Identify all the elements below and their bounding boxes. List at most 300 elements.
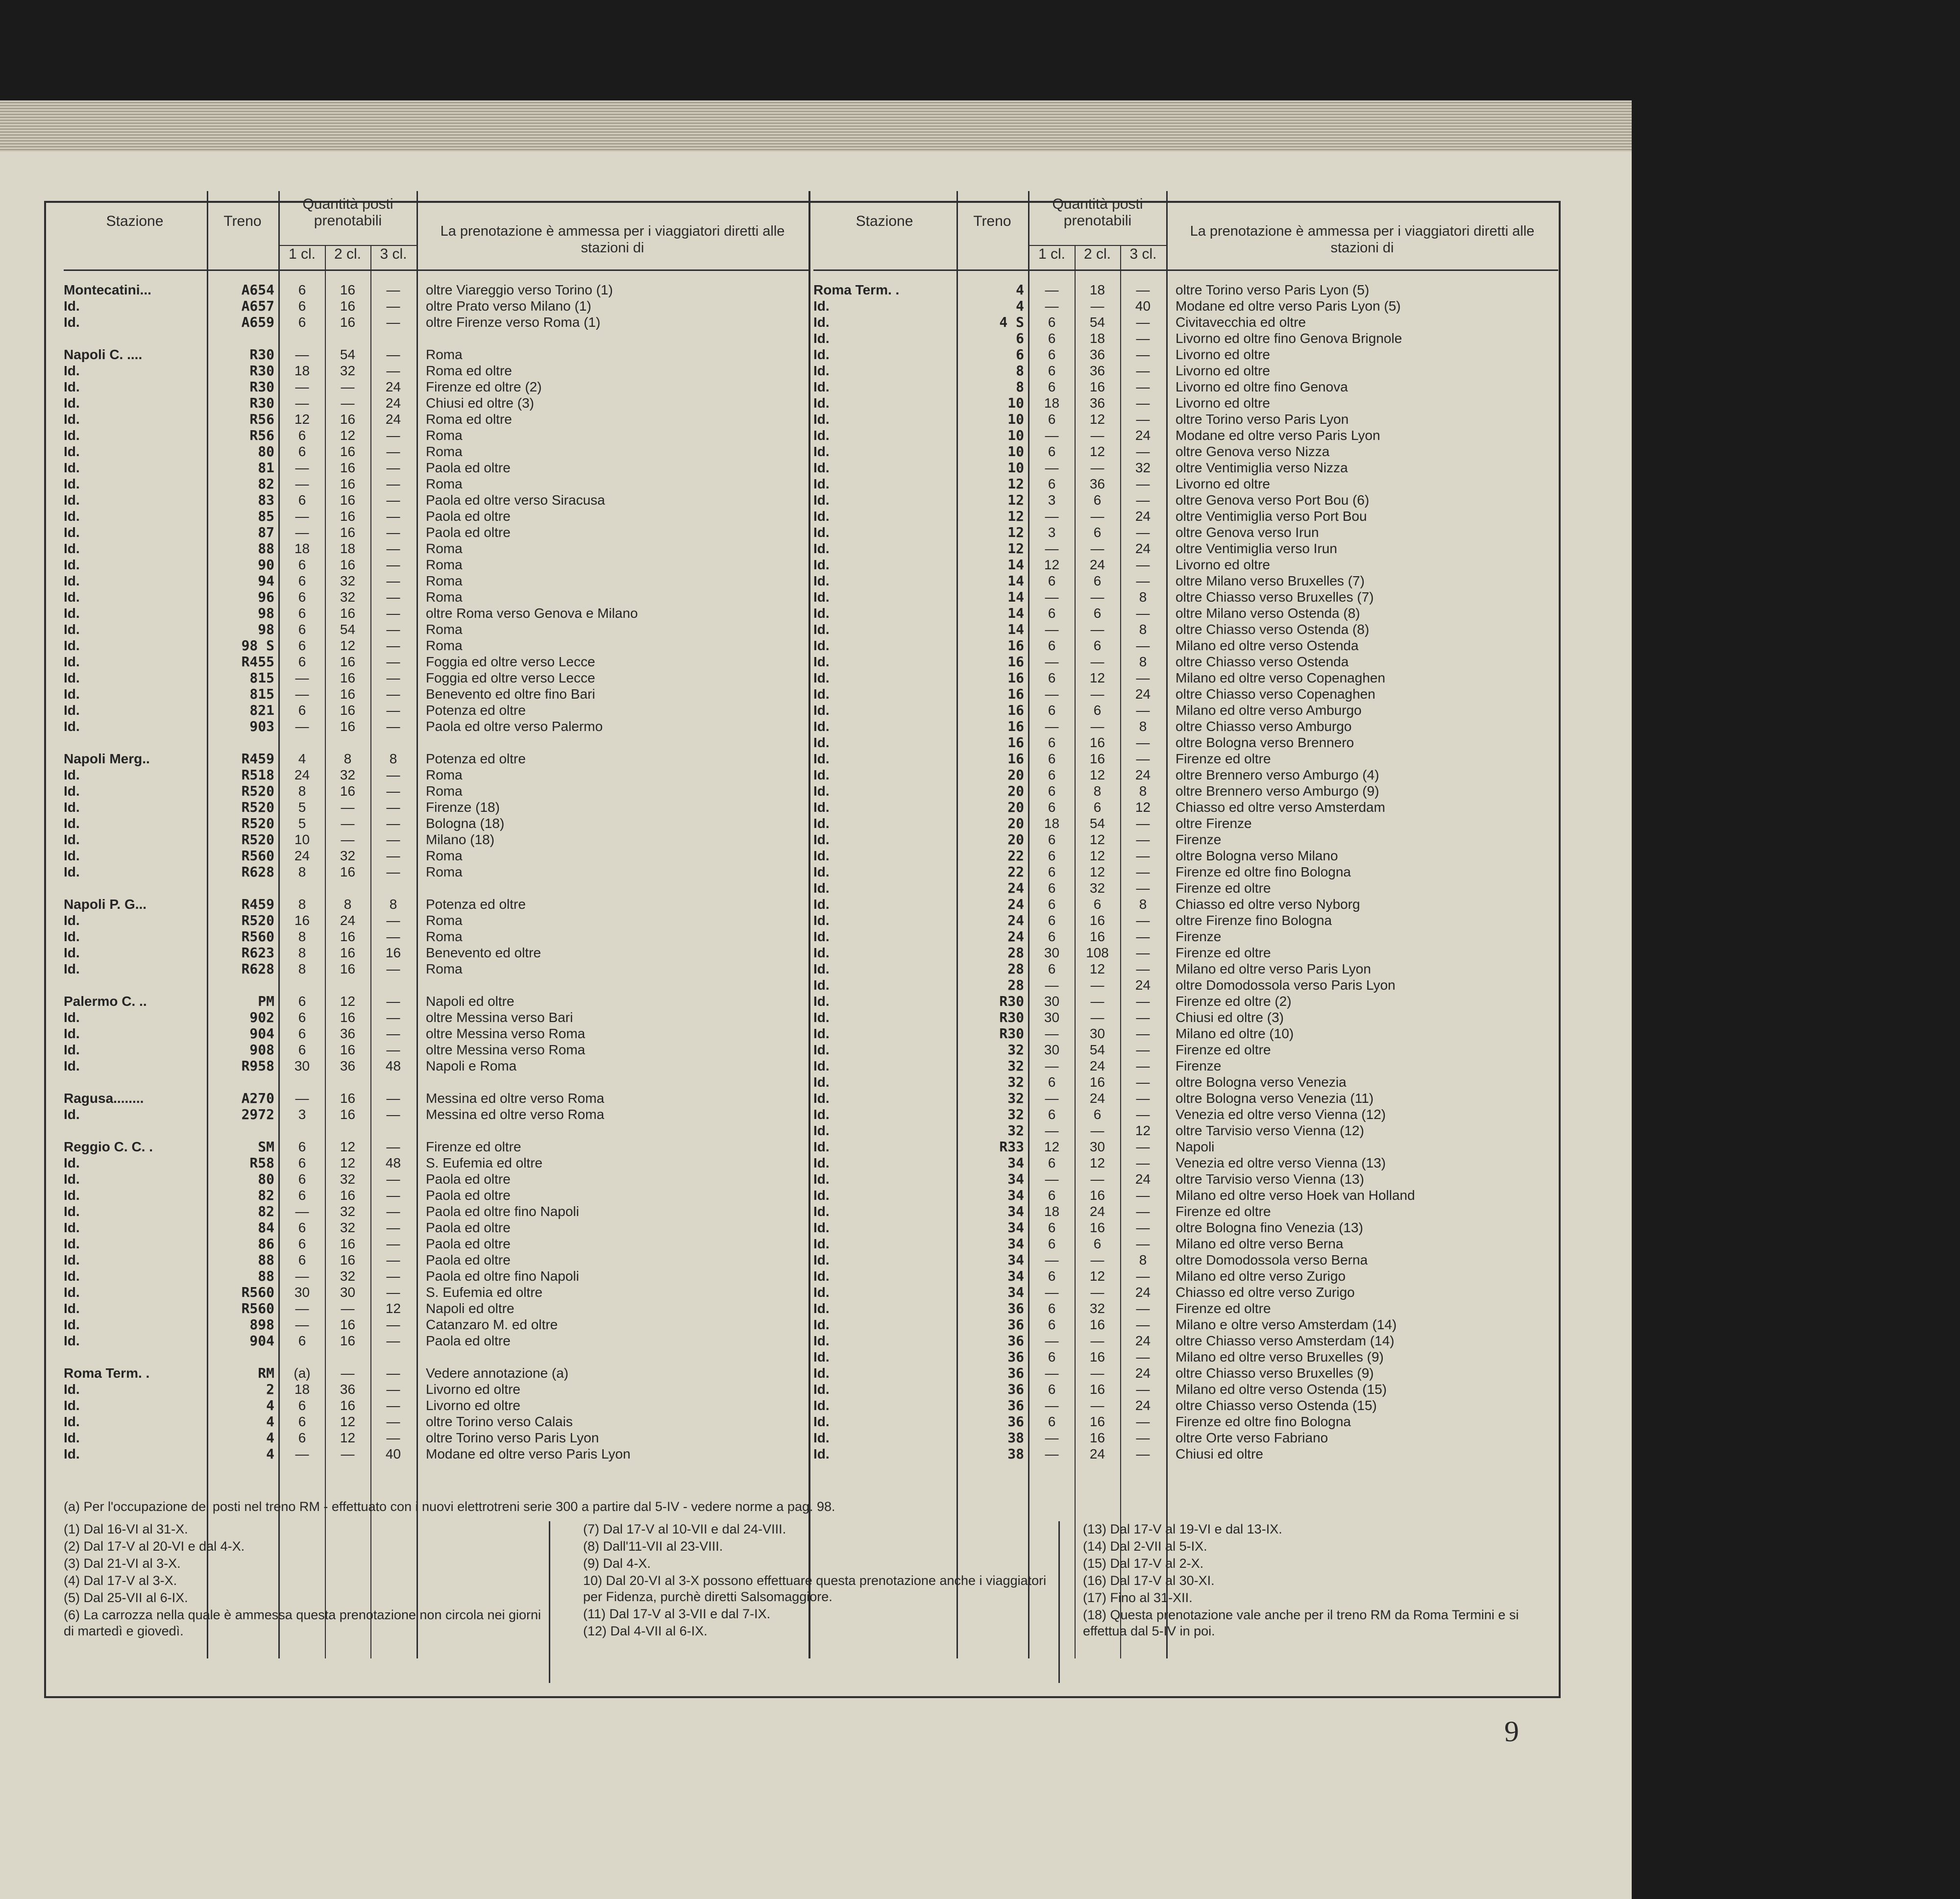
class-3-cell: —	[386, 557, 400, 572]
train-cell: 20	[1007, 831, 1024, 848]
table-row	[813, 1009, 1558, 1025]
table-row	[813, 1058, 1558, 1074]
destination-cell: Napoli e Roma	[426, 1058, 517, 1073]
class-1-cell: 6	[1048, 1155, 1056, 1170]
class-2-cell: —	[341, 816, 355, 831]
class-3-cell: —	[1136, 751, 1150, 766]
class-3-cell: 24	[1135, 428, 1151, 443]
train-cell: 36	[1007, 1316, 1024, 1333]
train-cell: 88	[258, 1268, 274, 1284]
class-1-cell: 6	[1048, 331, 1056, 346]
class-2-cell: 6	[1093, 1107, 1102, 1122]
destination-cell: Venezia ed oltre verso Vienna (12)	[1176, 1107, 1386, 1122]
class-1-cell: 8	[298, 961, 306, 976]
destination-cell: Modane ed oltre verso Paris Lyon	[426, 1446, 631, 1461]
table-row	[64, 993, 808, 1009]
class-2-cell: —	[1090, 994, 1104, 1009]
table-row	[64, 1219, 808, 1236]
class-2-cell	[325, 1122, 370, 1139]
class-2-cell: 16	[1089, 1430, 1105, 1445]
train-cell: R560	[241, 1300, 274, 1316]
class-3-cell: —	[1136, 363, 1150, 378]
table-row	[64, 298, 808, 314]
class-3-cell: —	[386, 444, 400, 459]
class-1-cell: 6	[1048, 848, 1056, 863]
station-cell: Id.	[813, 719, 830, 734]
train-cell: 81	[258, 460, 274, 476]
train-cell: R58	[249, 1155, 274, 1171]
class-3-cell: 24	[1135, 1171, 1151, 1187]
station-cell: Id.	[813, 1236, 830, 1251]
footnote: (14) Dal 2-VII al 5-IX.	[1083, 1539, 1207, 1554]
destination-cell: Milano ed oltre verso Paris Lyon	[1176, 961, 1371, 976]
train-cell: 24	[1007, 880, 1024, 896]
footnotes-col-2	[583, 1521, 1054, 1640]
train-cell: R30	[999, 993, 1024, 1009]
table-row	[813, 734, 1558, 751]
table-row	[64, 589, 808, 605]
table-row	[64, 912, 808, 928]
table-row	[64, 1284, 808, 1300]
class-1-cell: —	[295, 1268, 309, 1284]
class-3-cell: —	[1136, 880, 1150, 896]
class-3-cell: —	[386, 864, 400, 879]
class-2-cell: 16	[340, 525, 356, 540]
class-3-cell: —	[1136, 994, 1150, 1009]
class-1-cell: 18	[294, 1382, 310, 1397]
class-3-cell: 48	[385, 1058, 401, 1073]
class-1-cell: —	[1045, 1446, 1059, 1461]
class-2-cell: 16	[1089, 913, 1105, 928]
station-cell: Id.	[813, 994, 830, 1009]
footnote: (13) Dal 17-V al 19-VI e dal 13-IX.	[1083, 1522, 1282, 1536]
station-cell: Id.	[64, 929, 80, 944]
class-3-cell: —	[386, 460, 400, 475]
station-cell: Id.	[813, 412, 830, 427]
station-cell: Id.	[64, 945, 80, 960]
train-cell: R520	[241, 831, 274, 848]
table-row	[64, 1122, 808, 1139]
destination-cell: Catanzaro M. ed oltre	[426, 1317, 558, 1332]
destination-cell	[416, 1074, 808, 1090]
class-3-cell: —	[386, 767, 400, 782]
class-1-cell: —	[295, 1301, 309, 1316]
class-1-cell: 6	[298, 1139, 306, 1154]
class-2-cell: 16	[1089, 751, 1105, 766]
class-1-cell: 6	[298, 444, 306, 459]
class-3-cell: —	[1136, 606, 1150, 621]
class-3-cell	[370, 330, 416, 346]
station-cell: Id.	[64, 1042, 80, 1057]
class-3-cell: —	[1136, 1220, 1150, 1235]
destination-cell: oltre Orte verso Fabriano	[1176, 1430, 1328, 1445]
class-2-cell: 16	[1089, 379, 1105, 394]
station-cell: Id.	[813, 1171, 830, 1187]
station-cell: Id.	[813, 347, 830, 362]
class-3-cell: 12	[385, 1301, 401, 1316]
train-cell: 12	[1007, 540, 1024, 557]
train-cell: 16	[1007, 702, 1024, 718]
destination-cell: Paola ed oltre fino Napoli	[426, 1268, 579, 1284]
train-cell: 94	[258, 573, 274, 589]
class-3-cell: —	[1136, 1301, 1150, 1316]
station-cell: Id.	[64, 1317, 80, 1332]
table-row	[813, 1349, 1558, 1365]
class-2-cell: 8	[343, 897, 352, 912]
destination-cell: Modane ed oltre verso Paris Lyon	[1176, 428, 1380, 443]
class-2-cell: 16	[340, 1188, 356, 1203]
destination-cell: Potenza ed oltre	[426, 703, 526, 718]
class-3-cell: 8	[1139, 897, 1147, 912]
train-cell: R628	[241, 961, 274, 977]
class-3-cell: 24	[1135, 1365, 1151, 1381]
class-3-cell: 24	[1135, 1398, 1151, 1413]
footnote: (5) Dal 25-VII al 6-IX.	[64, 1590, 188, 1605]
class-2-cell: 16	[1089, 1220, 1105, 1235]
class-3-cell: 24	[1135, 1333, 1151, 1348]
class-1-cell: —	[295, 1446, 309, 1461]
class-3-cell: 40	[1135, 298, 1151, 314]
class-1-cell: —	[1045, 654, 1059, 669]
class-2-cell: 6	[1093, 492, 1102, 508]
class-3-cell: —	[1136, 1026, 1150, 1041]
destination-cell: Potenza ed oltre	[426, 897, 526, 912]
table-row	[813, 476, 1558, 492]
station-cell: Id.	[64, 1414, 80, 1429]
class-2-cell: 32	[340, 363, 356, 378]
class-1-cell: —	[1045, 977, 1059, 993]
class-3-cell: —	[386, 1139, 400, 1154]
train-cell: 12	[1007, 524, 1024, 540]
class-2-cell: 16	[340, 282, 356, 297]
class-3-cell: —	[386, 670, 400, 685]
class-2-cell: 30	[1089, 1026, 1105, 1041]
station-cell: Id.	[813, 1285, 830, 1300]
train-cell: R560	[241, 928, 274, 945]
train-cell: R30	[999, 1025, 1024, 1042]
destination-cell: Firenze ed oltre	[1176, 751, 1271, 766]
station-cell: Id.	[64, 1333, 80, 1348]
class-1-cell: 6	[1048, 751, 1056, 766]
station-cell: Id.	[813, 622, 830, 637]
table-row	[64, 686, 808, 702]
station-cell: Id.	[64, 1285, 80, 1300]
class-3-cell: —	[1136, 1268, 1150, 1284]
right-column	[813, 196, 1558, 1658]
train-cell: R560	[241, 1284, 274, 1300]
class-3-cell: —	[1136, 395, 1150, 411]
table-row	[813, 1106, 1558, 1122]
table-row	[813, 1397, 1558, 1413]
train-cell: 815	[249, 686, 274, 702]
station-cell: Id.	[813, 816, 830, 831]
station-cell: Id.	[813, 945, 830, 960]
destination-cell: Messina ed oltre verso Roma	[426, 1107, 605, 1122]
class-3-cell: —	[386, 1042, 400, 1057]
footnote: (1) Dal 16-VI al 31-X.	[64, 1522, 188, 1536]
station-cell: Id.	[64, 1171, 80, 1187]
table-row	[813, 379, 1558, 395]
station-cell: Id.	[64, 1398, 80, 1413]
station-cell: Id.	[64, 961, 80, 976]
header-class-1: 1 cl.	[279, 245, 326, 263]
right-booking-table	[813, 282, 1558, 1462]
class-2-cell: 54	[340, 347, 356, 362]
class-2-cell: 36	[1089, 347, 1105, 362]
table-row	[813, 1042, 1558, 1058]
destination-cell: Paola ed oltre verso Palermo	[426, 719, 603, 734]
station-cell: Id.	[64, 1430, 80, 1445]
class-2-cell: 16	[340, 1333, 356, 1348]
class-1-cell: 6	[1048, 412, 1056, 427]
destination-cell: Paola ed oltre	[426, 1236, 511, 1251]
class-1-cell: —	[1045, 1026, 1059, 1041]
train-cell: A657	[241, 298, 274, 314]
station-cell: Id.	[64, 1026, 80, 1041]
station-cell: Id.	[64, 654, 80, 669]
train-cell: 36	[1007, 1333, 1024, 1349]
table-row	[64, 1074, 808, 1090]
class-2-cell: 16	[1089, 1317, 1105, 1332]
destination-cell: Milano ed oltre verso Ostenda	[1176, 638, 1359, 653]
table-row	[64, 1252, 808, 1268]
table-row	[64, 411, 808, 427]
class-3-cell: 24	[1135, 767, 1151, 782]
table-row	[64, 573, 808, 589]
station-cell: Id.	[813, 800, 830, 815]
table-row	[64, 1430, 808, 1446]
class-2-cell: 12	[1089, 848, 1105, 863]
class-2-cell: 6	[1093, 800, 1102, 815]
station-cell: Id.	[64, 1252, 80, 1267]
train-cell: 86	[258, 1236, 274, 1252]
class-3-cell: —	[386, 913, 400, 928]
destination-cell: Paola ed oltre	[426, 1220, 511, 1235]
table-row	[813, 783, 1558, 799]
station-cell: Id.	[813, 783, 830, 799]
class-2-cell: 16	[340, 1236, 356, 1251]
train-cell	[206, 880, 279, 896]
table-row	[64, 1381, 808, 1397]
table-row	[813, 1090, 1558, 1106]
table-row	[64, 783, 808, 799]
table-row	[813, 702, 1558, 718]
train-cell: 12	[1007, 508, 1024, 524]
destination-cell: oltre Chiasso verso Bruxelles (7)	[1176, 589, 1374, 605]
class-1-cell: 24	[294, 848, 310, 863]
station-cell: Id.	[64, 315, 80, 330]
station-cell: Id.	[813, 897, 830, 912]
train-cell: R459	[241, 751, 274, 767]
class-3-cell: —	[386, 832, 400, 847]
header-class-3: 3 cl.	[370, 245, 416, 263]
destination-cell: Roma	[426, 347, 463, 362]
train-cell: A654	[241, 282, 274, 298]
class-3-cell: —	[1136, 913, 1150, 928]
class-1-cell: —	[295, 1091, 309, 1106]
class-1-cell: 6	[298, 492, 306, 508]
table-row	[64, 508, 808, 524]
train-cell: 10	[1007, 411, 1024, 427]
train-cell: 36	[1007, 1397, 1024, 1413]
station-cell: Id.	[813, 1268, 830, 1284]
class-1-cell: 6	[298, 428, 306, 443]
table-row	[813, 1268, 1558, 1284]
train-cell: 32	[1007, 1122, 1024, 1139]
class-3-cell: —	[1136, 282, 1150, 297]
class-2-cell: 16	[340, 1317, 356, 1332]
class-3-cell: —	[386, 525, 400, 540]
station-cell: Roma Term. .	[813, 282, 900, 297]
class-2-cell: 16	[340, 606, 356, 621]
table-row	[813, 524, 1558, 540]
train-cell	[206, 1122, 279, 1139]
header-class-2: 2 cl.	[1075, 245, 1121, 263]
table-row	[64, 880, 808, 896]
class-1-cell: 30	[294, 1285, 310, 1300]
destination-cell: Milano e oltre verso Amsterdam (14)	[1176, 1317, 1397, 1332]
station-cell: Id.	[64, 800, 80, 815]
class-3-cell: —	[386, 1382, 400, 1397]
class-3-cell: —	[386, 800, 400, 815]
class-2-cell: 16	[1089, 1414, 1105, 1429]
class-3-cell	[370, 734, 416, 751]
class-2-cell: 36	[1089, 476, 1105, 491]
class-3-cell: —	[1136, 864, 1150, 879]
class-1-cell: 5	[298, 816, 306, 831]
train-cell: 16	[1007, 637, 1024, 654]
table-row	[64, 670, 808, 686]
class-1-cell: 16	[294, 913, 310, 928]
table-row	[64, 460, 808, 476]
class-1-cell: 6	[298, 1252, 306, 1267]
train-cell: R30	[249, 346, 274, 363]
train-cell: R520	[241, 783, 274, 799]
class-1-cell: 18	[1044, 816, 1060, 831]
station-cell: Id.	[64, 686, 80, 702]
class-3-cell: —	[1136, 444, 1150, 459]
station-cell: Id.	[813, 1414, 830, 1429]
class-1-cell: 12	[1044, 557, 1060, 572]
destination-cell: Firenze ed oltre	[1176, 1301, 1271, 1316]
table-row	[813, 363, 1558, 379]
destination-cell: Napoli ed oltre	[426, 994, 514, 1009]
class-1-cell: —	[295, 686, 309, 702]
class-1-cell: 6	[1048, 1236, 1056, 1251]
class-3-cell: 24	[1135, 977, 1151, 993]
header-note: La prenotazione è ammessa per i viaggiatori diretti alle stazioni di	[440, 223, 785, 256]
class-2-cell: 8	[1093, 783, 1102, 799]
destination-cell: oltre Chiasso verso Ostenda (15)	[1176, 1398, 1377, 1413]
station-cell: Id.	[813, 654, 830, 669]
destination-cell: Firenze ed oltre	[1176, 880, 1271, 896]
class-3-cell: —	[1136, 848, 1150, 863]
train-cell: 10	[1007, 395, 1024, 411]
class-1-cell: —	[1045, 622, 1059, 637]
train-cell: 34	[1007, 1252, 1024, 1268]
class-2-cell: 16	[1089, 1188, 1105, 1203]
class-1-cell: 8	[298, 783, 306, 799]
class-1-cell: 6	[298, 1398, 306, 1413]
class-1-cell: 6	[1048, 913, 1056, 928]
class-1-cell: —	[1045, 1430, 1059, 1445]
station-cell: Id.	[813, 395, 830, 411]
class-1-cell: 6	[1048, 670, 1056, 685]
class-2-cell: —	[341, 1365, 355, 1381]
table-row	[64, 718, 808, 734]
class-3-cell: —	[386, 1268, 400, 1284]
station-cell: Id.	[64, 832, 80, 847]
station-cell: Id.	[813, 1188, 830, 1203]
train-cell: 4	[266, 1446, 274, 1462]
class-1-cell: 6	[298, 1333, 306, 1348]
table-row	[64, 1042, 808, 1058]
station-cell	[64, 1122, 206, 1139]
class-2-cell: 16	[1089, 1074, 1105, 1090]
class-1-cell	[279, 1349, 325, 1365]
destination-cell: oltre Messina verso Roma	[426, 1042, 586, 1057]
train-cell: 84	[258, 1219, 274, 1236]
station-cell: Id.	[64, 1188, 80, 1203]
class-1-cell: —	[1045, 589, 1059, 605]
class-3-cell: —	[386, 638, 400, 653]
destination-cell: Paola ed oltre verso Siracusa	[426, 492, 605, 508]
destination-cell: Napoli	[1176, 1139, 1215, 1154]
class-2-cell: 16	[340, 315, 356, 330]
class-2-cell	[325, 734, 370, 751]
class-2-cell: 36	[340, 1058, 356, 1073]
class-2-cell: 108	[1086, 945, 1109, 960]
destination-cell: Messina ed oltre verso Roma	[426, 1091, 605, 1106]
station-cell: Id.	[64, 816, 80, 831]
train-cell: R560	[241, 848, 274, 864]
class-1-cell: 6	[298, 557, 306, 572]
station-cell: Id.	[813, 298, 830, 314]
destination-cell	[416, 734, 808, 751]
class-1-cell: —	[295, 1204, 309, 1219]
class-1-cell: 6	[1048, 783, 1056, 799]
table-row	[64, 654, 808, 670]
destination-cell: Foggia ed oltre verso Lecce	[426, 654, 595, 669]
train-cell: 908	[249, 1042, 274, 1058]
train-cell: 8	[1016, 379, 1024, 395]
table-row	[64, 1139, 808, 1155]
table-row	[813, 1333, 1558, 1349]
station-cell: Id.	[813, 589, 830, 605]
class-1-cell: 24	[294, 767, 310, 782]
table-row	[813, 896, 1558, 912]
class-3-cell: —	[1136, 557, 1150, 572]
destination-cell: oltre Genova verso Irun	[1176, 525, 1319, 540]
station-cell: Napoli Merg..	[64, 751, 150, 766]
station-cell: Id.	[813, 606, 830, 621]
station-cell: Id.	[64, 606, 80, 621]
destination-cell: oltre Messina verso Roma	[426, 1026, 586, 1041]
table-row	[64, 1316, 808, 1333]
class-2-cell	[325, 977, 370, 993]
destination-cell: oltre Milano verso Bruxelles (7)	[1176, 573, 1365, 588]
destination-cell: Roma	[426, 557, 463, 572]
footnote: (4) Dal 17-V al 3-X.	[64, 1573, 177, 1588]
table-row	[64, 476, 808, 492]
destination-cell: Paola ed oltre fino Napoli	[426, 1204, 579, 1219]
class-3-cell: —	[1136, 1188, 1150, 1203]
class-2-cell: 6	[1093, 638, 1102, 653]
train-cell: R56	[249, 411, 274, 427]
table-row	[813, 1187, 1558, 1203]
class-2-cell: 16	[1089, 929, 1105, 944]
table-row	[813, 815, 1558, 831]
